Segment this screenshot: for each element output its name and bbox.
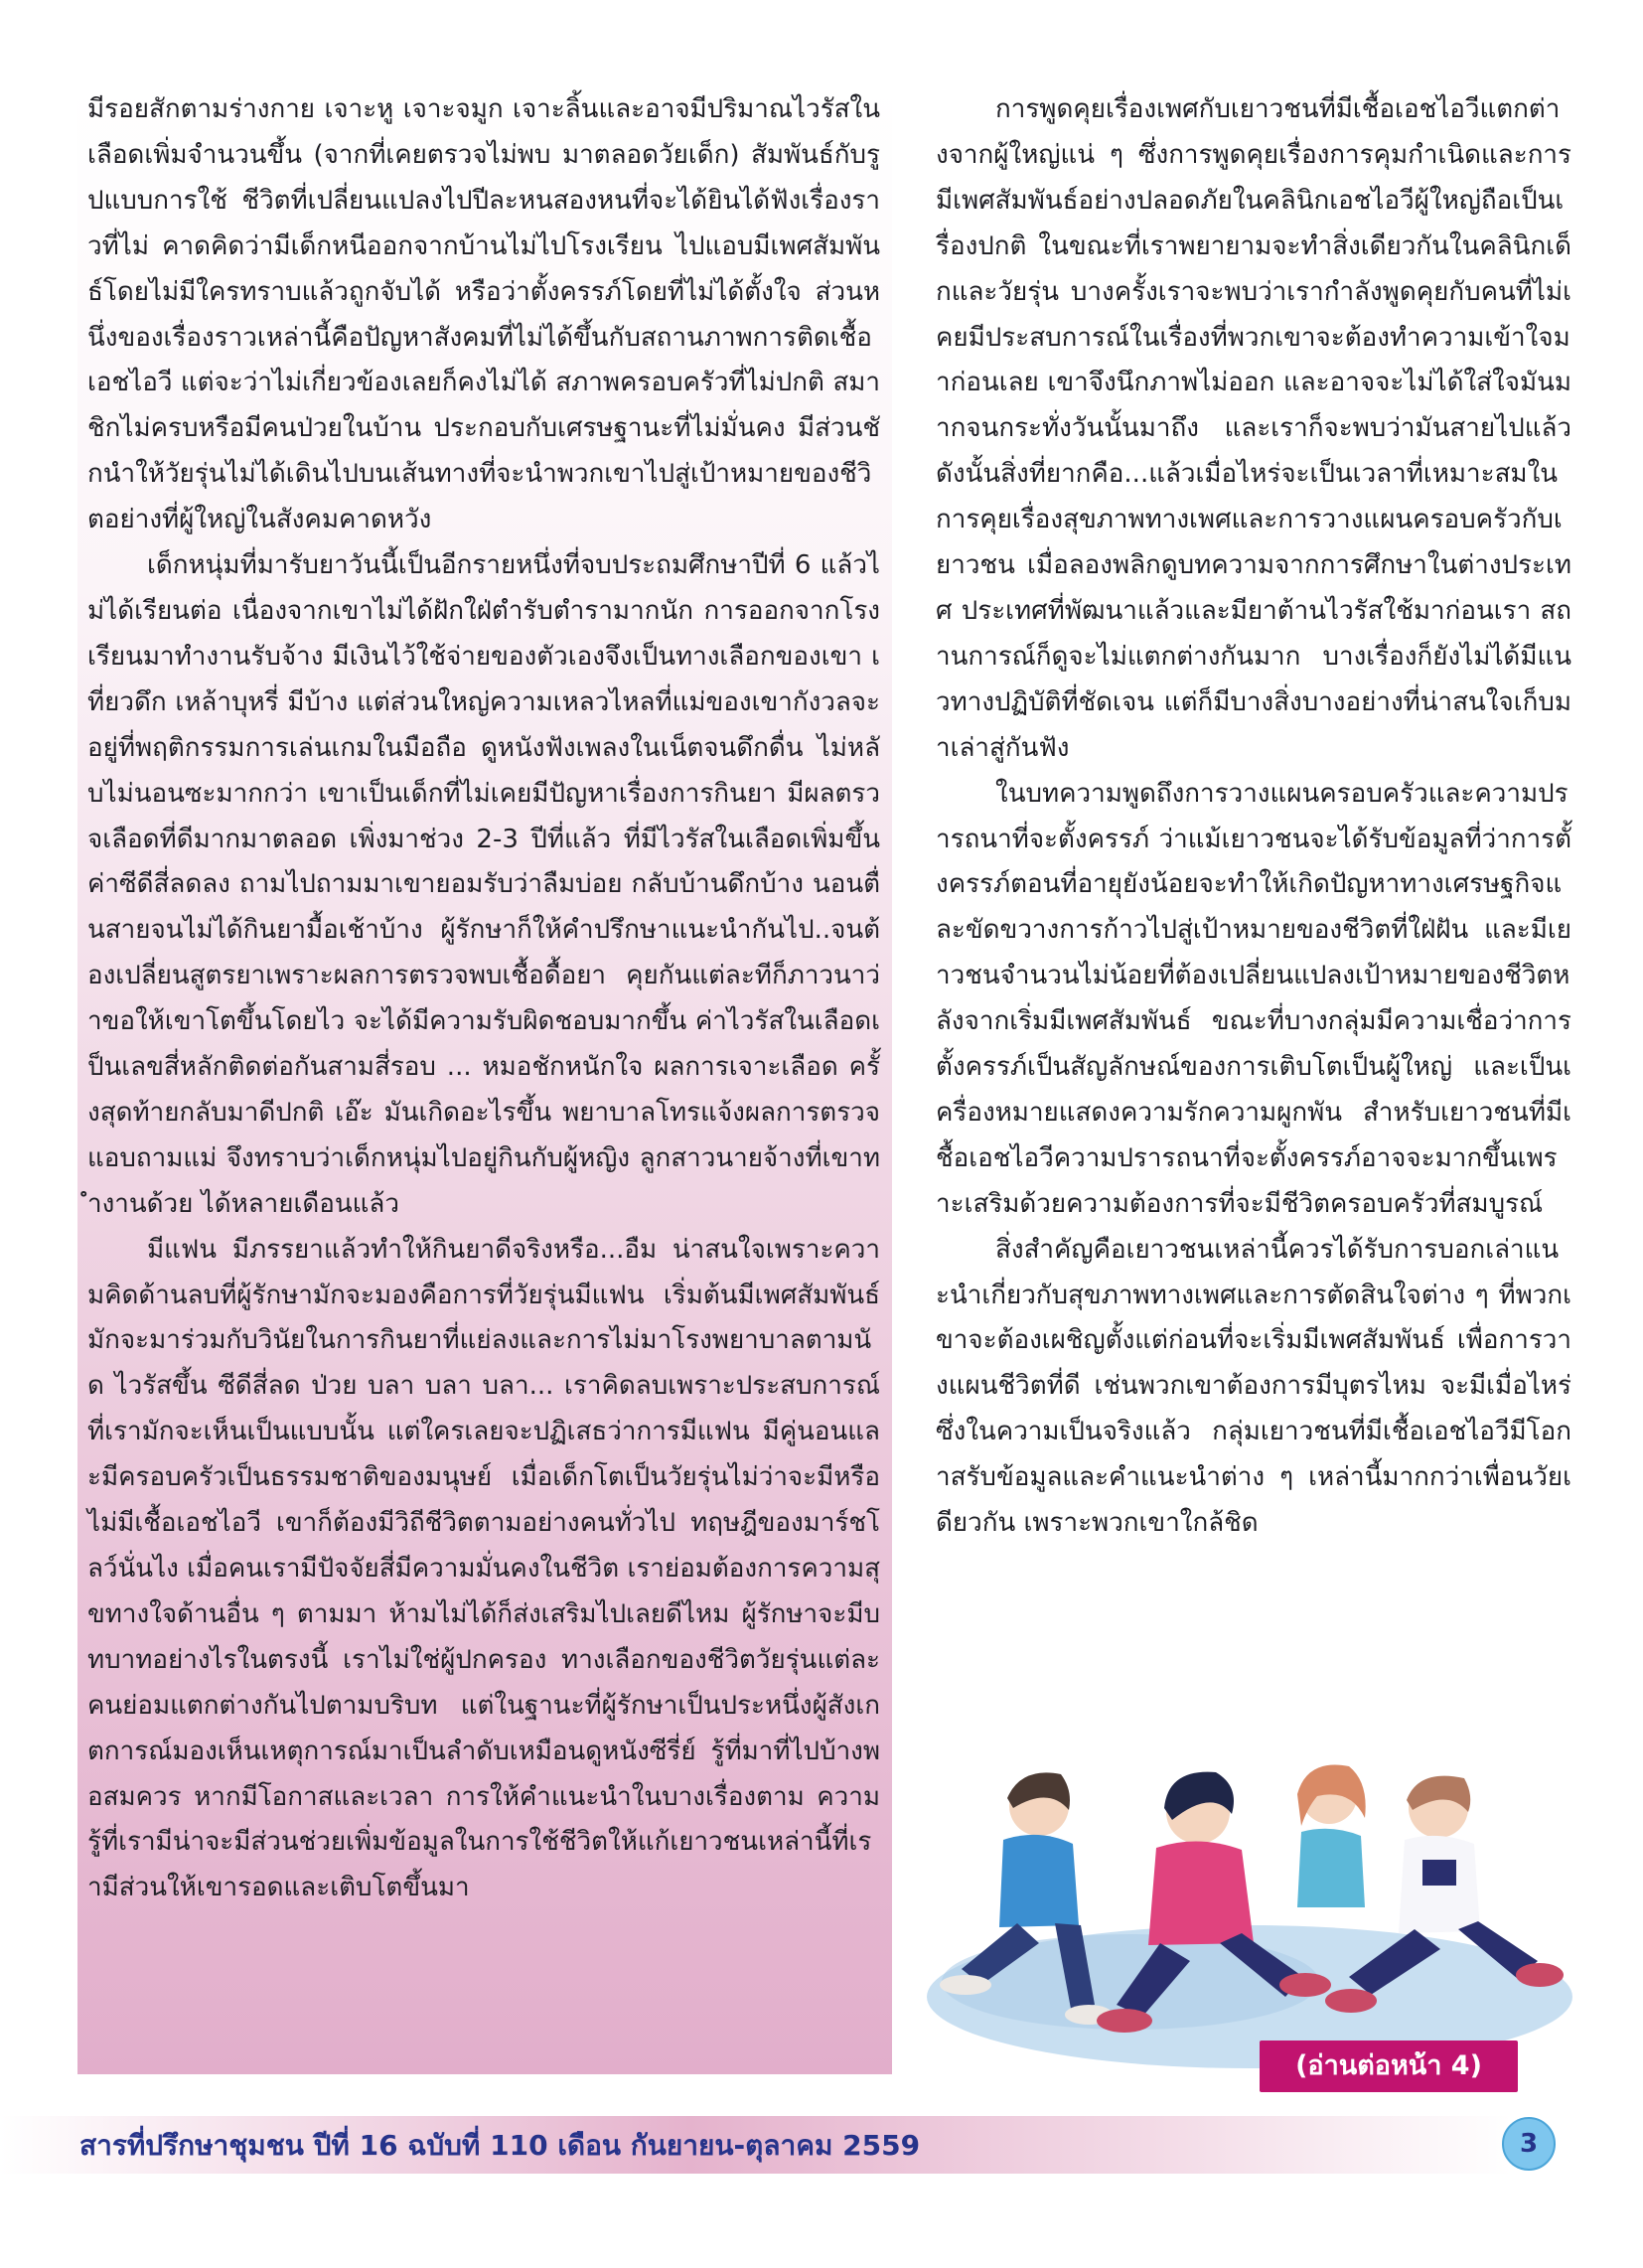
left-paragraph-1: มีรอยสักตามร่างกาย เจาะหู เจาะจมูก เจาะลิ้นและอาจมีปริมาณไวรัสในเลือดเพิ่มจำนวนขึ้น (จากที่เคยตรวจไม่พบ มาตลอดวัยเด็ก) สัมพันธ์กับรูปแบบการใช้ ชีวิตที่เปลี่ยนแปลงไปปีละหนสองหนที่จะได้ยินได้ฟังเรื่องราวที่ไม่ คาดคิดว่ามีเด็กหนีออกจากบ้านไม่ไปโรงเรียน ไปแอบมีเพศสัมพันธ์โดยไม่มีใครทราบแล้วถูกจับได้ หรือว่าตั้งครรภ์โดยที่ไม่ได้ตั้งใจ ส่วนหนึ่งของเรื่องราวเหล่านี้คือปัญหาสังคมที่ไม่ได้ขึ้นกับสถานภาพการติดเชื้อเอชไอวี แต่จะว่าไม่เกี่ยวข้องเลยก็คงไม่ได้ สภาพครอบครัวที่ไม่ปกติ สมาชิกไม่ครบหรือมีคนป่วยในบ้าน ประกอบกับเศรษฐานะที่ไม่มั่นคง มีส่วนชักนำให้วัยรุ่นไม่ได้เดินไปบนเส้นทางที่จะนำพวกเขาไปสู่เป้าหมายของชีวิตอย่างที่ผู้ใหญ่ในสังคมคาดหวัง [87,94,880,535]
left-column [77,87,892,2074]
teenagers-illustration [922,1748,1577,2071]
left-paragraph-3: มีแฟน มีภรรยาแล้วทำให้กินยาดีจริงหรือ...อืม น่าสนใจเพราะความคิดด้านลบที่ผู้รักษามักจะมองคือการที่วัยรุ่นมีแฟน เริ่มต้นมีเพศสัมพันธ์ มักจะมาร่วมกับวินัยในการกินยาที่แย่ลงและการไม่มาโรงพยาบาลตามนัด ไวรัสขึ้น ซีดีสี่ลด ป่วย บลา บลา บลา... เราคิดลบเพราะประสบการณ์ที่เรามักจะเห็นเป็นแบบนั้น แต่ใครเลยจะปฏิเสธว่าการมีแฟน มีคู่นอนและมีครอบครัวเป็นธรรมชาติของมนุษย์ เมื่อเด็กโตเป็นวัยรุ่นไม่ว่าจะมีหรือไม่มีเชื้อเอชไอวี เขาก็ต้องมีวิถีชีวิตตามอย่างคนทั่วไป ทฤษฎีของมาร์ชโลว์นั่นไง เมื่อคนเรามีปัจจัยสี่มีความมั่นคงในชีวิต เราย่อมต้องการความสุขทางใจด้านอื่น ๆ ตามมา ห้ามไม่ได้ก็ส่งเสริมไปเลยดีไหม ผู้รักษาจะมีบทบาทอย่างไรในตรงนี้ เราไม่ใช่ผู้ปกครอง ทางเลือกของชีวิตวัยรุ่นแต่ละคนย่อมแตกต่างกันไปตามบริบท แต่ในฐานะที่ผู้รักษาเป็นประหนึ่งผู้สังเกตการณ์มองเห็นเหตุการณ์มาเป็นลำดับเหมือนดูหนังซีรี่ย์ รู้ที่มาที่ไปบ้างพอสมควร หากมีโอกาสและเวลา การให้คำแนะนำในบางเรื่องตาม ความรู้ที่เรามีน่าจะมีส่วนช่วยเพิ่มข้อมูลในการใช้ชีวิตให้แก้เยาวชนเหล่านี้ที่เรามีส่วนให้เขารอดและเติบโตขึ้นมา [87,1234,880,1903]
left-paragraph-2: เด็กหนุ่มที่มารับยาวันนี้เป็นอีกรายหนึ่งที่จบประถมศึกษาปีที่ 6 แล้วไม่ได้เรียนต่อ เนื่องจากเขาไม่ได้ฝักใฝ่ตำรับตำรามากนัก การออกจากโรงเรียนมาทำงานรับจ้าง มีเงินไว้ใช้จ่ายของตัวเองจึงเป็นทางเลือกของเขา เที่ยวดึก เหล้าบุหรี่ มีบ้าง แต่ส่วนใหญ่ความเหลวไหลที่แม่ของเขากังวลจะอยู่ที่พฤติกรรมการเล่นเกมในมือถือ ดูหนังฟังเพลงในเน็ตจนดึกดื่น ไม่หลับไม่นอนซะมากกว่า เขาเป็นเด็กที่ไม่เคยมีปัญหาเรื่องการกินยา มีผลตรวจเลือดที่ดีมากมาตลอด เพิ่งมาช่วง 2-3 ปีที่แล้ว ที่มีไวรัสในเลือดเพิ่มขึ้น ค่าซีดีสี่ลดลง ถามไปถามมาเขายอมรับว่าลืมบ่อย กลับบ้านดึกบ้าง นอนตื่นสายจนไม่ได้กินยามื้อเช้าบ้าง ผู้รักษาก็ให้คำปรึกษาแนะนำกันไป..จนต้องเปลี่ยนสูตรยาเพราะผลการตรวจพบเชื้อดื้อยา คุยกันแต่ละทีก็ภาวนาว่าขอให้เขาโตขึ้นโดยไว จะได้มีความรับผิดชอบมากขึ้น ค่าไวรัสในเลือดเป็นเลขสี่หลักติดต่อกันสามสี่รอบ ... หมอชักหนักใจ ผลการเจาะเลือด ครั้งสุดท้ายกลับมาดีปกติ เอ๊ะ มันเกิดอะไรขึ้น พยาบาลโทรแจ้งผลการตรวจ แอบถามแม่ จึงทราบว่าเด็กหนุ่มไปอยู่กินกับผู้หญิง ลูกสาวนายจ้างที่เขาทำงานด้วย ได้หลายเดือนแล้ว [87,550,880,1219]
right-paragraph-2: ในบทความพูดถึงการวางแผนครอบครัวและความปรารถนาที่จะตั้งครรภ์ ว่าแม้เยาวชนจะได้รับข้อมูลที่ว่าการตั้งครรภ์ตอนที่อายุยังน้อยจะทำให้เกิดปัญหาทางเศรษฐกิจและขัดขวางการก้าวไปสู่เป้าหมายของชีวิตที่ใฝ่ฝัน และมีเยาวชนจำนวนไม่น้อยที่ต้องเปลี่ยนแปลงเป้าหมายของชีวิตหลังจากเริ่มมีเพศสัมพันธ์ ขณะที่บางกลุ่มมีความเชื่อว่าการตั้งครรภ์เป็นสัญลักษณ์ของการเติบโตเป็นผู้ใหญ่ และเป็นเครื่องหมายแสดงความรักความผูกพัน สำหรับเยาวชนที่มีเชื้อเอชไอวีความปรารถนาที่จะตั้งครรภ์อาจจะมากขึ้นเพราะเสริมด้วยความต้องการที่จะมีชีวิตครอบครัวที่สมบูรณ์ [936,778,1571,1219]
right-paragraph-1: การพูดคุยเรื่องเพศกับเยาวชนที่มีเชื้อเอชไอวีแตกต่างจากผู้ใหญ่แน่ ๆ ซึ่งการพูดคุยเรื่องการคุมกำเนิดและการมีเพศสัมพันธ์อย่างปลอดภัยในคลินิกเอชไอวีผู้ใหญ่ถือเป็นเรื่องปกติ ในขณะที่เราพยายามจะทำสิ่งเดียวกันในคลินิกเด็กและวัยรุ่น บางครั้งเราจะพบว่าเรากำลังพูดคุยกับคนที่ไม่เคยมีประสบการณ์ในเรื่องที่พวกเขาจะต้องทำความเข้าใจมาก่อนเลย เขาจึงนึกภาพไม่ออก และอาจจะไม่ได้ใส่ใจมันมากจนกระทั่งวันนั้นมาถึง และเราก็จะพบว่ามันสายไปแล้ว ดังนั้นสิ่งที่ยากคือ...แล้วเมื่อไหร่จะเป็นเวลาที่เหมาะสมในการคุยเรื่องสุขภาพทางเพศและการวางแผนครอบครัวกับเยาวชน เมื่อลองพลิกดูบทความจากการศึกษาในต่างประเทศ ประเทศที่พัฒนาแล้วและมียาต้านไวรัสใช้มาก่อนเรา สถานการณ์ก็ดูจะไม่แตกต่างกันมาก บางเรื่องก็ยังไม่ได้มีแนวทางปฏิบัติที่ชัดเจน แต่ก็มีบางสิ่งบางอย่างที่น่าสนใจเก็บมาเล่าสู่กันฟัง [936,94,1571,763]
continue-reading-label: (อ่านต่อหน้า 4) [1260,2041,1518,2092]
page-number-badge: 3 [1502,2117,1556,2171]
right-column [936,87,1571,1547]
footer-publication-info: สารที่ปรึกษาชุมชน ปีที่ 16 ฉบับที่ 110 เดือน กันยายน-ตุลาคม 2559 [79,2129,921,2162]
right-paragraph-3: สิ่งสำคัญคือเยาวชนเหล่านี้ควรได้รับการบอกเล่าแนะนำเกี่ยวกับสุขภาพทางเพศและการตัดสินใจต่าง ๆ ที่พวกเขาจะต้องเผชิญตั้งแต่ก่อนที่จะเริ่มมีเพศสัมพันธ์ เพื่อการวางแผนชีวิตที่ดี เช่นพวกเขาต้องการมีบุตรไหม จะมีเมื่อไหร่ ซึ่งในความเป็นจริงแล้ว กลุ่มเยาวชนที่มีเชื้อเอชไอวีมีโอกาสรับข้อมูลและคำแนะนำต่าง ๆ เหล่านี้มากกว่าเพื่อนวัยเดียวกัน เพราะพวกเขาใกล้ชิด [936,1234,1571,1539]
